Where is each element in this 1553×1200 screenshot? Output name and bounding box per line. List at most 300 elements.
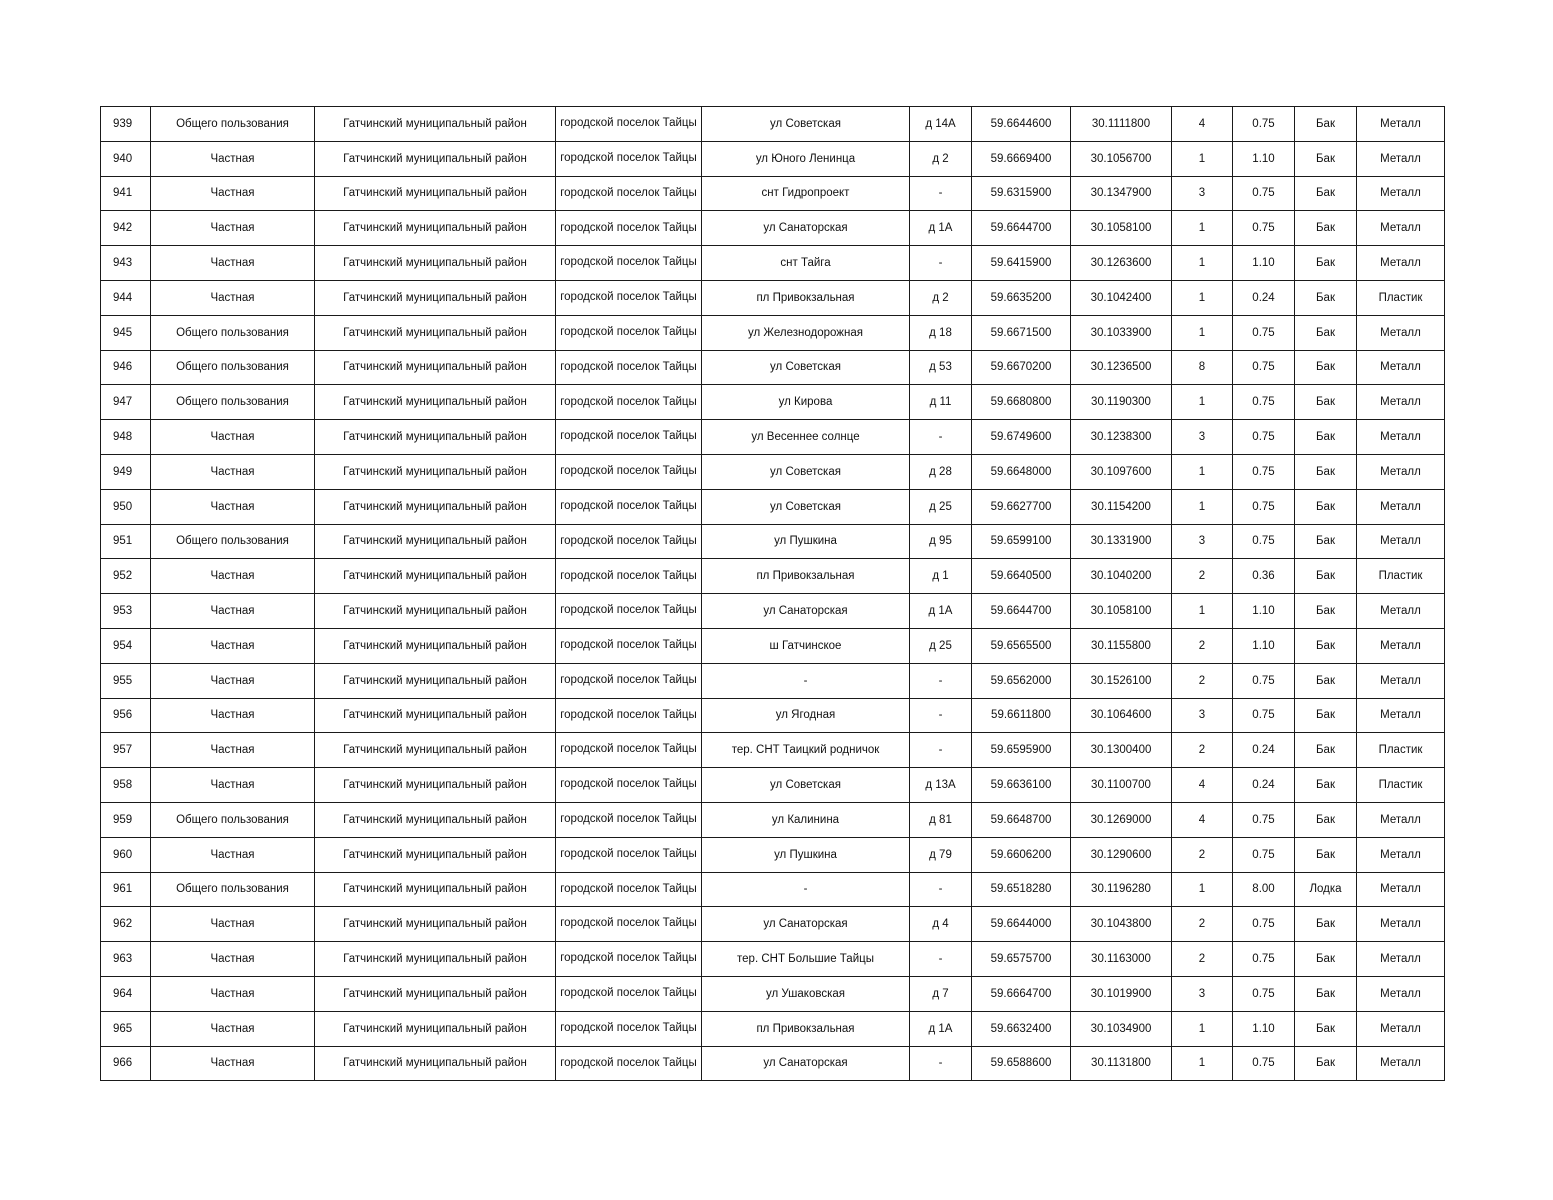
container-count-cell: 3 (1172, 176, 1233, 211)
district-cell: Гатчинский муниципальный район (315, 559, 556, 594)
house-cell: - (910, 733, 972, 768)
table-row (101, 176, 1445, 211)
latitude-cell: 59.6749600 (972, 420, 1071, 455)
volume-cell: 0.75 (1233, 663, 1295, 698)
table-row (101, 594, 1445, 629)
material-cell: Металл (1357, 594, 1445, 629)
material-cell: Пластик (1357, 733, 1445, 768)
row-number-cell: 950 (101, 489, 151, 524)
material-cell: Металл (1357, 976, 1445, 1011)
waste-container-table (100, 106, 1445, 1081)
longitude-cell: 30.1100700 (1071, 768, 1172, 803)
ownership-cell: Частная (151, 594, 315, 629)
material-cell: Металл (1357, 211, 1445, 246)
longitude-cell: 30.1042400 (1071, 280, 1172, 315)
house-cell: - (910, 1046, 972, 1081)
ownership-cell: Частная (151, 211, 315, 246)
row-number-cell: 951 (101, 524, 151, 559)
table-row (101, 733, 1445, 768)
row-number-cell: 966 (101, 1046, 151, 1081)
container-type-cell: Бак (1295, 141, 1357, 176)
ownership-cell: Общего пользования (151, 315, 315, 350)
table-row (101, 489, 1445, 524)
volume-cell: 0.75 (1233, 524, 1295, 559)
district-cell: Гатчинский муниципальный район (315, 768, 556, 803)
latitude-cell: 59.6644700 (972, 211, 1071, 246)
ownership-cell: Частная (151, 663, 315, 698)
container-type-cell: Бак (1295, 768, 1357, 803)
street-cell: ул Юного Ленинца (702, 141, 910, 176)
container-count-cell: 3 (1172, 524, 1233, 559)
longitude-cell: 30.1263600 (1071, 246, 1172, 281)
house-cell: д 25 (910, 628, 972, 663)
table-row (101, 907, 1445, 942)
longitude-cell: 30.1111800 (1071, 107, 1172, 142)
row-number-cell: 944 (101, 280, 151, 315)
row-number-cell: 943 (101, 246, 151, 281)
house-cell: д 2 (910, 280, 972, 315)
house-cell: д 79 (910, 837, 972, 872)
material-cell: Пластик (1357, 559, 1445, 594)
table-row (101, 420, 1445, 455)
material-cell: Металл (1357, 246, 1445, 281)
row-number-cell: 946 (101, 350, 151, 385)
street-cell: ул Советская (702, 350, 910, 385)
street-cell: ул Санаторская (702, 1046, 910, 1081)
street-cell: ул Советская (702, 454, 910, 489)
material-cell: Металл (1357, 454, 1445, 489)
settlement-cell: городской поселок Тайцы (556, 872, 702, 907)
settlement-cell: городской поселок Тайцы (556, 141, 702, 176)
latitude-cell: 59.6595900 (972, 733, 1071, 768)
ownership-cell: Частная (151, 837, 315, 872)
house-cell: д 14А (910, 107, 972, 142)
latitude-cell: 59.6664700 (972, 976, 1071, 1011)
container-type-cell: Бак (1295, 176, 1357, 211)
settlement-cell: городской поселок Тайцы (556, 246, 702, 281)
street-cell: ул Пушкина (702, 524, 910, 559)
container-count-cell: 2 (1172, 628, 1233, 663)
street-cell: - (702, 872, 910, 907)
table-row (101, 454, 1445, 489)
street-cell: ул Санаторская (702, 907, 910, 942)
street-cell: ул Пушкина (702, 837, 910, 872)
material-cell: Металл (1357, 176, 1445, 211)
latitude-cell: 59.6632400 (972, 1011, 1071, 1046)
container-count-cell: 1 (1172, 280, 1233, 315)
street-cell: ул Кирова (702, 385, 910, 420)
material-cell: Металл (1357, 350, 1445, 385)
row-number-cell: 958 (101, 768, 151, 803)
street-cell: ул Ушаковская (702, 976, 910, 1011)
longitude-cell: 30.1034900 (1071, 1011, 1172, 1046)
latitude-cell: 59.6635200 (972, 280, 1071, 315)
longitude-cell: 30.1155800 (1071, 628, 1172, 663)
street-cell: пл Привокзальная (702, 559, 910, 594)
longitude-cell: 30.1058100 (1071, 211, 1172, 246)
house-cell: д 4 (910, 907, 972, 942)
ownership-cell: Частная (151, 246, 315, 281)
container-count-cell: 1 (1172, 385, 1233, 420)
volume-cell: 1.10 (1233, 1011, 1295, 1046)
material-cell: Металл (1357, 315, 1445, 350)
district-cell: Гатчинский муниципальный район (315, 942, 556, 977)
container-count-cell: 3 (1172, 976, 1233, 1011)
volume-cell: 0.75 (1233, 315, 1295, 350)
house-cell: д 1 (910, 559, 972, 594)
ownership-cell: Частная (151, 489, 315, 524)
settlement-cell: городской поселок Тайцы (556, 524, 702, 559)
container-type-cell: Бак (1295, 246, 1357, 281)
latitude-cell: 59.6669400 (972, 141, 1071, 176)
container-count-cell: 1 (1172, 141, 1233, 176)
material-cell: Пластик (1357, 280, 1445, 315)
latitude-cell: 59.6575700 (972, 942, 1071, 977)
settlement-cell: городской поселок Тайцы (556, 907, 702, 942)
table-row (101, 350, 1445, 385)
longitude-cell: 30.1056700 (1071, 141, 1172, 176)
district-cell: Гатчинский муниципальный район (315, 454, 556, 489)
street-cell: ул Санаторская (702, 594, 910, 629)
container-count-cell: 3 (1172, 698, 1233, 733)
house-cell: д 95 (910, 524, 972, 559)
house-cell: д 2 (910, 141, 972, 176)
row-number-cell: 965 (101, 1011, 151, 1046)
container-count-cell: 4 (1172, 802, 1233, 837)
settlement-cell: городской поселок Тайцы (556, 1011, 702, 1046)
table-row (101, 663, 1445, 698)
container-type-cell: Бак (1295, 280, 1357, 315)
container-type-cell: Бак (1295, 942, 1357, 977)
latitude-cell: 59.6644000 (972, 907, 1071, 942)
row-number-cell: 962 (101, 907, 151, 942)
volume-cell: 0.75 (1233, 976, 1295, 1011)
ownership-cell: Общего пользования (151, 385, 315, 420)
container-count-cell: 2 (1172, 907, 1233, 942)
district-cell: Гатчинский муниципальный район (315, 802, 556, 837)
container-type-cell: Бак (1295, 907, 1357, 942)
district-cell: Гатчинский муниципальный район (315, 733, 556, 768)
row-number-cell: 945 (101, 315, 151, 350)
longitude-cell: 30.1238300 (1071, 420, 1172, 455)
row-number-cell: 964 (101, 976, 151, 1011)
table-row (101, 107, 1445, 142)
row-number-cell: 955 (101, 663, 151, 698)
volume-cell: 1.10 (1233, 628, 1295, 663)
material-cell: Металл (1357, 802, 1445, 837)
settlement-cell: городской поселок Тайцы (556, 489, 702, 524)
container-type-cell: Бак (1295, 350, 1357, 385)
ownership-cell: Частная (151, 1011, 315, 1046)
ownership-cell: Общего пользования (151, 802, 315, 837)
container-count-cell: 1 (1172, 315, 1233, 350)
ownership-cell: Частная (151, 628, 315, 663)
longitude-cell: 30.1163000 (1071, 942, 1172, 977)
district-cell: Гатчинский муниципальный район (315, 524, 556, 559)
container-type-cell: Бак (1295, 837, 1357, 872)
district-cell: Гатчинский муниципальный район (315, 1011, 556, 1046)
container-count-cell: 2 (1172, 837, 1233, 872)
settlement-cell: городской поселок Тайцы (556, 420, 702, 455)
table-row (101, 802, 1445, 837)
ownership-cell: Частная (151, 768, 315, 803)
container-type-cell: Бак (1295, 385, 1357, 420)
volume-cell: 0.75 (1233, 420, 1295, 455)
settlement-cell: городской поселок Тайцы (556, 176, 702, 211)
container-count-cell: 2 (1172, 733, 1233, 768)
district-cell: Гатчинский муниципальный район (315, 976, 556, 1011)
container-type-cell: Бак (1295, 594, 1357, 629)
street-cell: ш Гатчинское (702, 628, 910, 663)
district-cell: Гатчинский муниципальный район (315, 594, 556, 629)
row-number-cell: 941 (101, 176, 151, 211)
table-row (101, 315, 1445, 350)
row-number-cell: 952 (101, 559, 151, 594)
table-row (101, 837, 1445, 872)
district-cell: Гатчинский муниципальный район (315, 420, 556, 455)
row-number-cell: 947 (101, 385, 151, 420)
latitude-cell: 59.6315900 (972, 176, 1071, 211)
latitude-cell: 59.6611800 (972, 698, 1071, 733)
latitude-cell: 59.6627700 (972, 489, 1071, 524)
longitude-cell: 30.1154200 (1071, 489, 1172, 524)
house-cell: - (910, 246, 972, 281)
district-cell: Гатчинский муниципальный район (315, 698, 556, 733)
district-cell: Гатчинский муниципальный район (315, 176, 556, 211)
district-cell: Гатчинский муниципальный район (315, 907, 556, 942)
container-count-cell: 8 (1172, 350, 1233, 385)
settlement-cell: городской поселок Тайцы (556, 698, 702, 733)
row-number-cell: 961 (101, 872, 151, 907)
row-number-cell: 939 (101, 107, 151, 142)
longitude-cell: 30.1290600 (1071, 837, 1172, 872)
ownership-cell: Частная (151, 976, 315, 1011)
longitude-cell: 30.1064600 (1071, 698, 1172, 733)
container-count-cell: 2 (1172, 663, 1233, 698)
settlement-cell: городской поселок Тайцы (556, 559, 702, 594)
house-cell: д 7 (910, 976, 972, 1011)
table-row (101, 559, 1445, 594)
volume-cell: 0.24 (1233, 768, 1295, 803)
latitude-cell: 59.6565500 (972, 628, 1071, 663)
table-row (101, 872, 1445, 907)
settlement-cell: городской поселок Тайцы (556, 454, 702, 489)
house-cell: д 1А (910, 594, 972, 629)
volume-cell: 0.75 (1233, 489, 1295, 524)
row-number-cell: 948 (101, 420, 151, 455)
latitude-cell: 59.6670200 (972, 350, 1071, 385)
street-cell: ул Железнодорожная (702, 315, 910, 350)
settlement-cell: городской поселок Тайцы (556, 802, 702, 837)
table-row (101, 1046, 1445, 1081)
container-type-cell: Бак (1295, 211, 1357, 246)
container-count-cell: 1 (1172, 1046, 1233, 1081)
longitude-cell: 30.1236500 (1071, 350, 1172, 385)
district-cell: Гатчинский муниципальный район (315, 141, 556, 176)
volume-cell: 0.75 (1233, 176, 1295, 211)
latitude-cell: 59.6588600 (972, 1046, 1071, 1081)
street-cell: ул Весеннее солнце (702, 420, 910, 455)
settlement-cell: городской поселок Тайцы (556, 280, 702, 315)
latitude-cell: 59.6644600 (972, 107, 1071, 142)
house-cell: - (910, 420, 972, 455)
house-cell: - (910, 176, 972, 211)
house-cell: - (910, 942, 972, 977)
district-cell: Гатчинский муниципальный район (315, 628, 556, 663)
volume-cell: 0.75 (1233, 350, 1295, 385)
street-cell: ул Советская (702, 489, 910, 524)
container-type-cell: Бак (1295, 315, 1357, 350)
longitude-cell: 30.1097600 (1071, 454, 1172, 489)
table-row (101, 385, 1445, 420)
settlement-cell: городской поселок Тайцы (556, 768, 702, 803)
container-count-cell: 1 (1172, 872, 1233, 907)
house-cell: д 25 (910, 489, 972, 524)
latitude-cell: 59.6680800 (972, 385, 1071, 420)
row-number-cell: 957 (101, 733, 151, 768)
settlement-cell: городской поселок Тайцы (556, 350, 702, 385)
material-cell: Металл (1357, 107, 1445, 142)
ownership-cell: Частная (151, 141, 315, 176)
row-number-cell: 956 (101, 698, 151, 733)
container-type-cell: Бак (1295, 733, 1357, 768)
container-type-cell: Бак (1295, 802, 1357, 837)
longitude-cell: 30.1196280 (1071, 872, 1172, 907)
table-row (101, 280, 1445, 315)
longitude-cell: 30.1131800 (1071, 1046, 1172, 1081)
house-cell: - (910, 872, 972, 907)
material-cell: Металл (1357, 489, 1445, 524)
volume-cell: 0.75 (1233, 907, 1295, 942)
ownership-cell: Частная (151, 942, 315, 977)
container-type-cell: Бак (1295, 420, 1357, 455)
longitude-cell: 30.1300400 (1071, 733, 1172, 768)
latitude-cell: 59.6599100 (972, 524, 1071, 559)
longitude-cell: 30.1347900 (1071, 176, 1172, 211)
table-row (101, 246, 1445, 281)
house-cell: д 81 (910, 802, 972, 837)
district-cell: Гатчинский муниципальный район (315, 1046, 556, 1081)
street-cell: пл Привокзальная (702, 280, 910, 315)
row-number-cell: 954 (101, 628, 151, 663)
table-row (101, 976, 1445, 1011)
ownership-cell: Частная (151, 733, 315, 768)
container-type-cell: Бак (1295, 559, 1357, 594)
latitude-cell: 59.6636100 (972, 768, 1071, 803)
volume-cell: 0.75 (1233, 837, 1295, 872)
container-count-cell: 1 (1172, 489, 1233, 524)
street-cell: тер. СНТ Таицкий родничок (702, 733, 910, 768)
volume-cell: 0.24 (1233, 733, 1295, 768)
latitude-cell: 59.6644700 (972, 594, 1071, 629)
district-cell: Гатчинский муниципальный район (315, 489, 556, 524)
container-count-cell: 4 (1172, 768, 1233, 803)
district-cell: Гатчинский муниципальный район (315, 872, 556, 907)
street-cell: снт Гидропроект (702, 176, 910, 211)
house-cell: - (910, 663, 972, 698)
container-type-cell: Бак (1295, 1046, 1357, 1081)
longitude-cell: 30.1033900 (1071, 315, 1172, 350)
ownership-cell: Частная (151, 420, 315, 455)
container-count-cell: 1 (1172, 594, 1233, 629)
container-type-cell: Бак (1295, 454, 1357, 489)
longitude-cell: 30.1269000 (1071, 802, 1172, 837)
volume-cell: 0.36 (1233, 559, 1295, 594)
container-count-cell: 1 (1172, 1011, 1233, 1046)
settlement-cell: городской поселок Тайцы (556, 733, 702, 768)
table-row (101, 698, 1445, 733)
container-type-cell: Бак (1295, 1011, 1357, 1046)
container-type-cell: Бак (1295, 489, 1357, 524)
material-cell: Металл (1357, 872, 1445, 907)
table-row (101, 141, 1445, 176)
street-cell: ул Санаторская (702, 211, 910, 246)
material-cell: Металл (1357, 698, 1445, 733)
settlement-cell: городской поселок Тайцы (556, 1046, 702, 1081)
longitude-cell: 30.1331900 (1071, 524, 1172, 559)
table-row (101, 1011, 1445, 1046)
district-cell: Гатчинский муниципальный район (315, 350, 556, 385)
longitude-cell: 30.1019900 (1071, 976, 1172, 1011)
settlement-cell: городской поселок Тайцы (556, 211, 702, 246)
row-number-cell: 953 (101, 594, 151, 629)
table-row (101, 524, 1445, 559)
latitude-cell: 59.6640500 (972, 559, 1071, 594)
house-cell: д 1А (910, 1011, 972, 1046)
district-cell: Гатчинский муниципальный район (315, 385, 556, 420)
material-cell: Металл (1357, 1046, 1445, 1081)
district-cell: Гатчинский муниципальный район (315, 280, 556, 315)
table-row (101, 211, 1445, 246)
volume-cell: 8.00 (1233, 872, 1295, 907)
district-cell: Гатчинский муниципальный район (315, 315, 556, 350)
ownership-cell: Общего пользования (151, 107, 315, 142)
volume-cell: 1.10 (1233, 141, 1295, 176)
ownership-cell: Частная (151, 176, 315, 211)
volume-cell: 0.75 (1233, 107, 1295, 142)
container-count-cell: 1 (1172, 246, 1233, 281)
volume-cell: 0.75 (1233, 385, 1295, 420)
latitude-cell: 59.6518280 (972, 872, 1071, 907)
volume-cell: 0.24 (1233, 280, 1295, 315)
material-cell: Пластик (1357, 768, 1445, 803)
container-type-cell: Бак (1295, 976, 1357, 1011)
district-cell: Гатчинский муниципальный район (315, 211, 556, 246)
container-type-cell: Лодка (1295, 872, 1357, 907)
ownership-cell: Общего пользования (151, 872, 315, 907)
district-cell: Гатчинский муниципальный район (315, 837, 556, 872)
container-count-cell: 3 (1172, 420, 1233, 455)
material-cell: Металл (1357, 837, 1445, 872)
house-cell: д 13А (910, 768, 972, 803)
table-row (101, 768, 1445, 803)
house-cell: д 28 (910, 454, 972, 489)
container-type-cell: Бак (1295, 698, 1357, 733)
settlement-cell: городской поселок Тайцы (556, 663, 702, 698)
container-type-cell: Бак (1295, 663, 1357, 698)
ownership-cell: Частная (151, 559, 315, 594)
volume-cell: 1.10 (1233, 594, 1295, 629)
container-count-cell: 1 (1172, 211, 1233, 246)
volume-cell: 0.75 (1233, 211, 1295, 246)
latitude-cell: 59.6562000 (972, 663, 1071, 698)
ownership-cell: Общего пользования (151, 524, 315, 559)
container-count-cell: 4 (1172, 107, 1233, 142)
latitude-cell: 59.6671500 (972, 315, 1071, 350)
longitude-cell: 30.1058100 (1071, 594, 1172, 629)
house-cell: - (910, 698, 972, 733)
settlement-cell: городской поселок Тайцы (556, 594, 702, 629)
